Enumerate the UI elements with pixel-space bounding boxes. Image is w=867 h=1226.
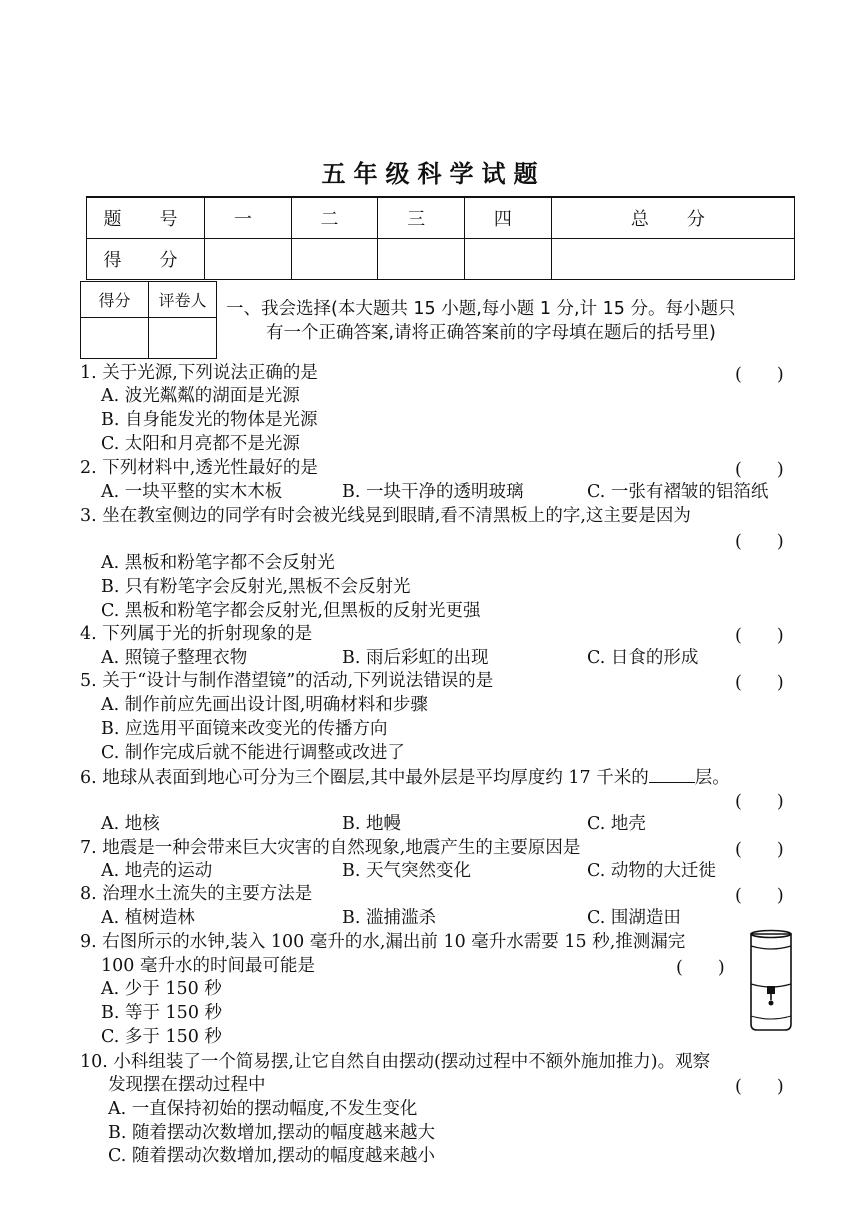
score-cell[interactable]	[291, 239, 378, 280]
q1-option-c: C. 太阳和月亮都不是光源	[101, 434, 300, 454]
q4-option-c: C. 日食的形成	[587, 648, 699, 668]
q1-option-b: B. 自身能发光的物体是光源	[101, 410, 318, 430]
score-header-cell: 二	[291, 197, 378, 239]
answer-bracket[interactable]: ( )	[676, 958, 725, 978]
score-table-score-row	[87, 239, 795, 280]
q3-option-b: B. 只有粉笔字会反射光,黑板不会反射光	[101, 577, 411, 597]
score-header-cell: 题 号	[87, 197, 205, 239]
q2-option-b: B. 一块干净的透明玻璃	[342, 482, 524, 502]
grader-name-cell[interactable]	[149, 318, 217, 359]
q5-option-a: A. 制作前应先画出设计图,明确材料和步骤	[101, 695, 428, 715]
question-2-stem: 2. 下列材料中,透光性最好的是	[80, 458, 318, 478]
q9-option-b: B. 等于 150 秒	[101, 1003, 223, 1023]
q6-stem-text: 6. 地球从表面到地心可分为三个圈层,其中最外层是平均厚度约 17 千米的	[80, 768, 649, 788]
grader-name-label: 评卷人	[149, 282, 217, 318]
grader-score-label: 得分	[81, 282, 149, 318]
answer-bracket[interactable]: ( )	[735, 365, 784, 385]
question-9-stem-line2: 100 毫升水的时间最可能是	[101, 956, 315, 976]
q6-option-a: A. 地核	[101, 814, 160, 834]
answer-bracket[interactable]: ( )	[735, 532, 784, 552]
q7-option-b: B. 天气突然变化	[342, 861, 471, 881]
question-8-stem: 8. 治理水土流失的主要方法是	[80, 884, 313, 904]
q8-option-a: A. 植树造林	[101, 908, 195, 928]
q10-option-b: B. 随着摆动次数增加,摆动的幅度越来越大	[108, 1123, 436, 1143]
answer-bracket[interactable]: ( )	[735, 673, 784, 693]
question-9-stem-line1: 9. 右图所示的水钟,装入 100 毫升的水,漏出前 10 毫升水需要 15 秒,推测漏完	[80, 932, 686, 952]
q9-option-c: C. 多于 150 秒	[101, 1027, 222, 1047]
question-10-stem-line2: 发现摆在摆动过程中	[108, 1075, 266, 1095]
q6-option-c: C. 地壳	[587, 814, 646, 834]
q10-option-a: A. 一直保持初始的摆动幅度,不发生变化	[108, 1099, 418, 1119]
answer-bracket[interactable]: ( )	[735, 792, 784, 812]
q1-option-a: A. 波光粼粼的湖面是光源	[101, 386, 300, 406]
q2-option-a: A. 一块平整的实木木板	[101, 482, 283, 502]
grader-score-cell[interactable]	[81, 318, 149, 359]
q7-option-c: C. 动物的大迁徙	[587, 861, 716, 881]
q8-option-c: C. 围湖造田	[587, 908, 681, 928]
answer-bracket[interactable]: ( )	[735, 460, 784, 480]
grader-table	[80, 281, 217, 359]
q2-option-c: C. 一张有褶皱的铝箔纸	[587, 482, 769, 502]
page-title: 五年级科学试题	[321, 160, 546, 188]
q5-option-b: B. 应选用平面镜来改变光的传播方向	[101, 719, 388, 739]
question-5-stem: 5. 关于“设计与制作潜望镜”的活动,下列说法错误的是	[80, 671, 494, 691]
q7-option-a: A. 地壳的运动	[101, 861, 213, 881]
q3-option-a: A. 黑板和粉笔字都不会反射光	[101, 553, 335, 573]
q3-option-c: C. 黑板和粉笔字都会反射光,但黑板的反射光更强	[101, 601, 481, 621]
q6-option-b: B. 地幔	[342, 814, 401, 834]
answer-bracket[interactable]: ( )	[735, 886, 784, 906]
q4-option-b: B. 雨后彩虹的出现	[342, 648, 489, 668]
score-header-cell: 四	[465, 197, 552, 239]
answer-bracket[interactable]: ( )	[735, 1077, 784, 1097]
question-7-stem: 7. 地震是一种会带来巨大灾害的自然现象,地震产生的主要原因是	[80, 838, 581, 858]
score-cell[interactable]	[551, 239, 794, 280]
section-heading-line1: 一、我会选择(本大题共 15 小题,每小题 1 分,计 15 分。每小题只	[226, 299, 736, 319]
question-4-stem: 4. 下列属于光的折射现象的是	[80, 624, 313, 644]
water-clock-icon	[745, 928, 797, 1034]
answer-bracket[interactable]: ( )	[735, 840, 784, 860]
score-cell[interactable]	[378, 239, 465, 280]
q6-stem-end: 层。	[694, 768, 730, 788]
score-table-header-row	[87, 197, 795, 239]
score-header-cell: 一	[205, 197, 292, 239]
question-10-stem-line1: 10. 小科组装了一个简易摆,让它自然自由摆动(摆动过程中不额外施加推力)。观察	[80, 1052, 711, 1072]
q9-option-a: A. 少于 150 秒	[101, 979, 222, 999]
question-1-stem: 1. 关于光源,下列说法正确的是	[80, 363, 318, 383]
fill-in-blank[interactable]	[649, 764, 695, 783]
q4-option-a: A. 照镜子整理衣物	[101, 648, 248, 668]
question-3-stem: 3. 坐在教室侧边的同学有时会被光线晃到眼睛,看不清黑板上的字,这主要是因为	[80, 506, 691, 526]
q8-option-b: B. 滥捕滥杀	[342, 908, 436, 928]
q5-option-c: C. 制作完成后就不能进行调整或改进了	[101, 743, 405, 763]
answer-bracket[interactable]: ( )	[735, 626, 784, 646]
question-6-stem	[80, 764, 730, 790]
score-header-cell: 三	[378, 197, 465, 239]
section-heading-line2: 有一个正确答案,请将正确答案前的字母填在题后的括号里)	[266, 323, 716, 343]
score-header-cell: 总 分	[551, 197, 794, 239]
score-cell[interactable]	[465, 239, 552, 280]
score-table	[86, 196, 795, 280]
score-row-label: 得 分	[87, 239, 205, 280]
score-cell[interactable]	[205, 239, 292, 280]
q10-option-c: C. 随着摆动次数增加,摆动的幅度越来越小	[108, 1146, 435, 1166]
